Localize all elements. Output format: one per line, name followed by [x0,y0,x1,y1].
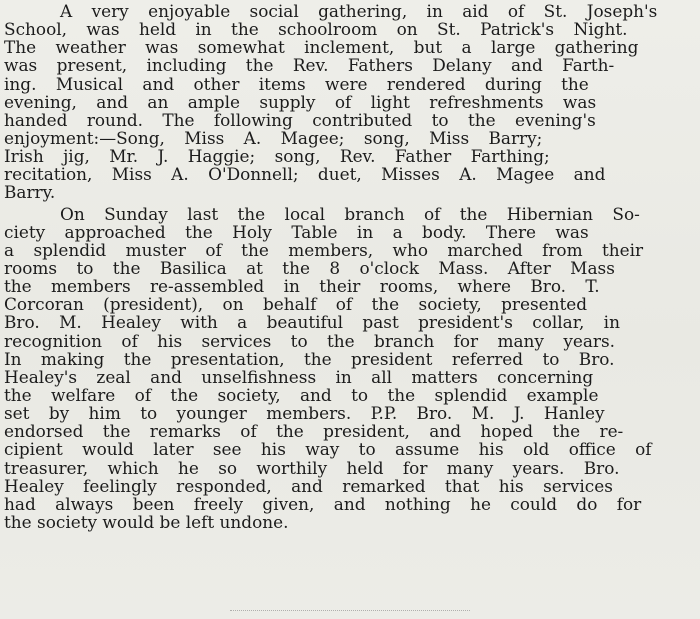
text-line [4,56,692,74]
line-text: The weather was somewhat inclement, but a large gathering [4,37,639,58]
line-text: recognition of his services to the branch for many years. [4,330,616,351]
text-line [4,459,692,477]
line-text: was present, including the Rev. Fathers Delany and Farth- [4,55,615,76]
text-line [4,241,692,259]
text-line [4,350,692,368]
line-text: cipient would later see his way to assume his old office of [4,439,652,460]
line-text: handed round. The following contributed to the evening's [4,109,596,130]
clipping-edge-rule [230,610,470,614]
line-text: rooms to the Basilica at the 8 o'clock Mass. After Mass [4,257,615,278]
line-text: had always been freely given, and nothing he could do for [4,493,642,514]
text-line [4,165,692,183]
line-text: the society would be left undone. [4,511,289,532]
text-line [4,147,692,165]
text-line [4,20,692,38]
text-line [4,513,692,531]
text-line [4,313,692,331]
text-line [4,477,692,495]
text-line [4,440,692,458]
line-text: On Sunday last the local branch of the Hibernian So- [60,203,640,224]
line-text: Corcoran (president), on behalf of the society, presented [4,294,588,315]
line-text: School, was held in the schoolroom on St. Patrick's Night. [4,19,628,40]
line-text: In making the presentation, the president referred to Bro. [4,348,615,369]
line-text: Bro. M. Healey with a beautiful past president's collar, in [4,312,620,333]
text-line [4,295,692,313]
line-text: endorsed the remarks of the president, and hoped the re- [4,421,624,442]
text-line [4,75,692,93]
line-text: Irish jig, Mr. J. Haggie; song, Rev. Father Farthing; [4,146,550,167]
text-line [4,183,692,201]
text-line [4,422,692,440]
text-line [4,205,692,223]
line-text: Healey feelingly responded, and remarked that his services [4,475,613,496]
line-text: a splendid muster of the members, who marched from their [4,239,644,260]
line-text: enjoyment:—Song, Miss A. Magee; song, Miss Barry; [4,127,543,148]
line-text: A very enjoyable social gathering, in aid of St. Joseph's [60,1,658,21]
text-line [4,404,692,422]
line-text: evening, and an ample supply of light refreshments was [4,91,597,112]
line-text: the welfare of the society, and to the splendid example [4,384,599,405]
text-line [4,495,692,513]
text-line [4,386,692,404]
line-text: treasurer, which he so worthily held for many years. Bro. [4,457,620,478]
line-text: the members re-assembled in their rooms, where Bro. T. [4,276,600,297]
line-text: ing. Musical and other items were rendered during the [4,73,589,94]
text-line [4,93,692,111]
text-line [4,223,692,241]
line-text: Barry. [4,182,56,203]
line-text: set by him to younger members. P.P. Bro. M. J. Hanley [4,403,605,424]
line-text: recitation, Miss A. O'Donnell; duet, Misses A. Magee and [4,164,606,185]
text-line [4,129,692,147]
line-text: ciety approached the Holy Table in a body. There was [4,221,589,242]
line-text: Healey's zeal and unselfishness in all matters concerning [4,366,594,387]
text-line [4,2,692,20]
text-line [4,368,692,386]
text-line [4,332,692,350]
text-line [4,38,692,56]
article-column [4,2,692,531]
text-line [4,259,692,277]
text-line [4,111,692,129]
text-line [4,277,692,295]
